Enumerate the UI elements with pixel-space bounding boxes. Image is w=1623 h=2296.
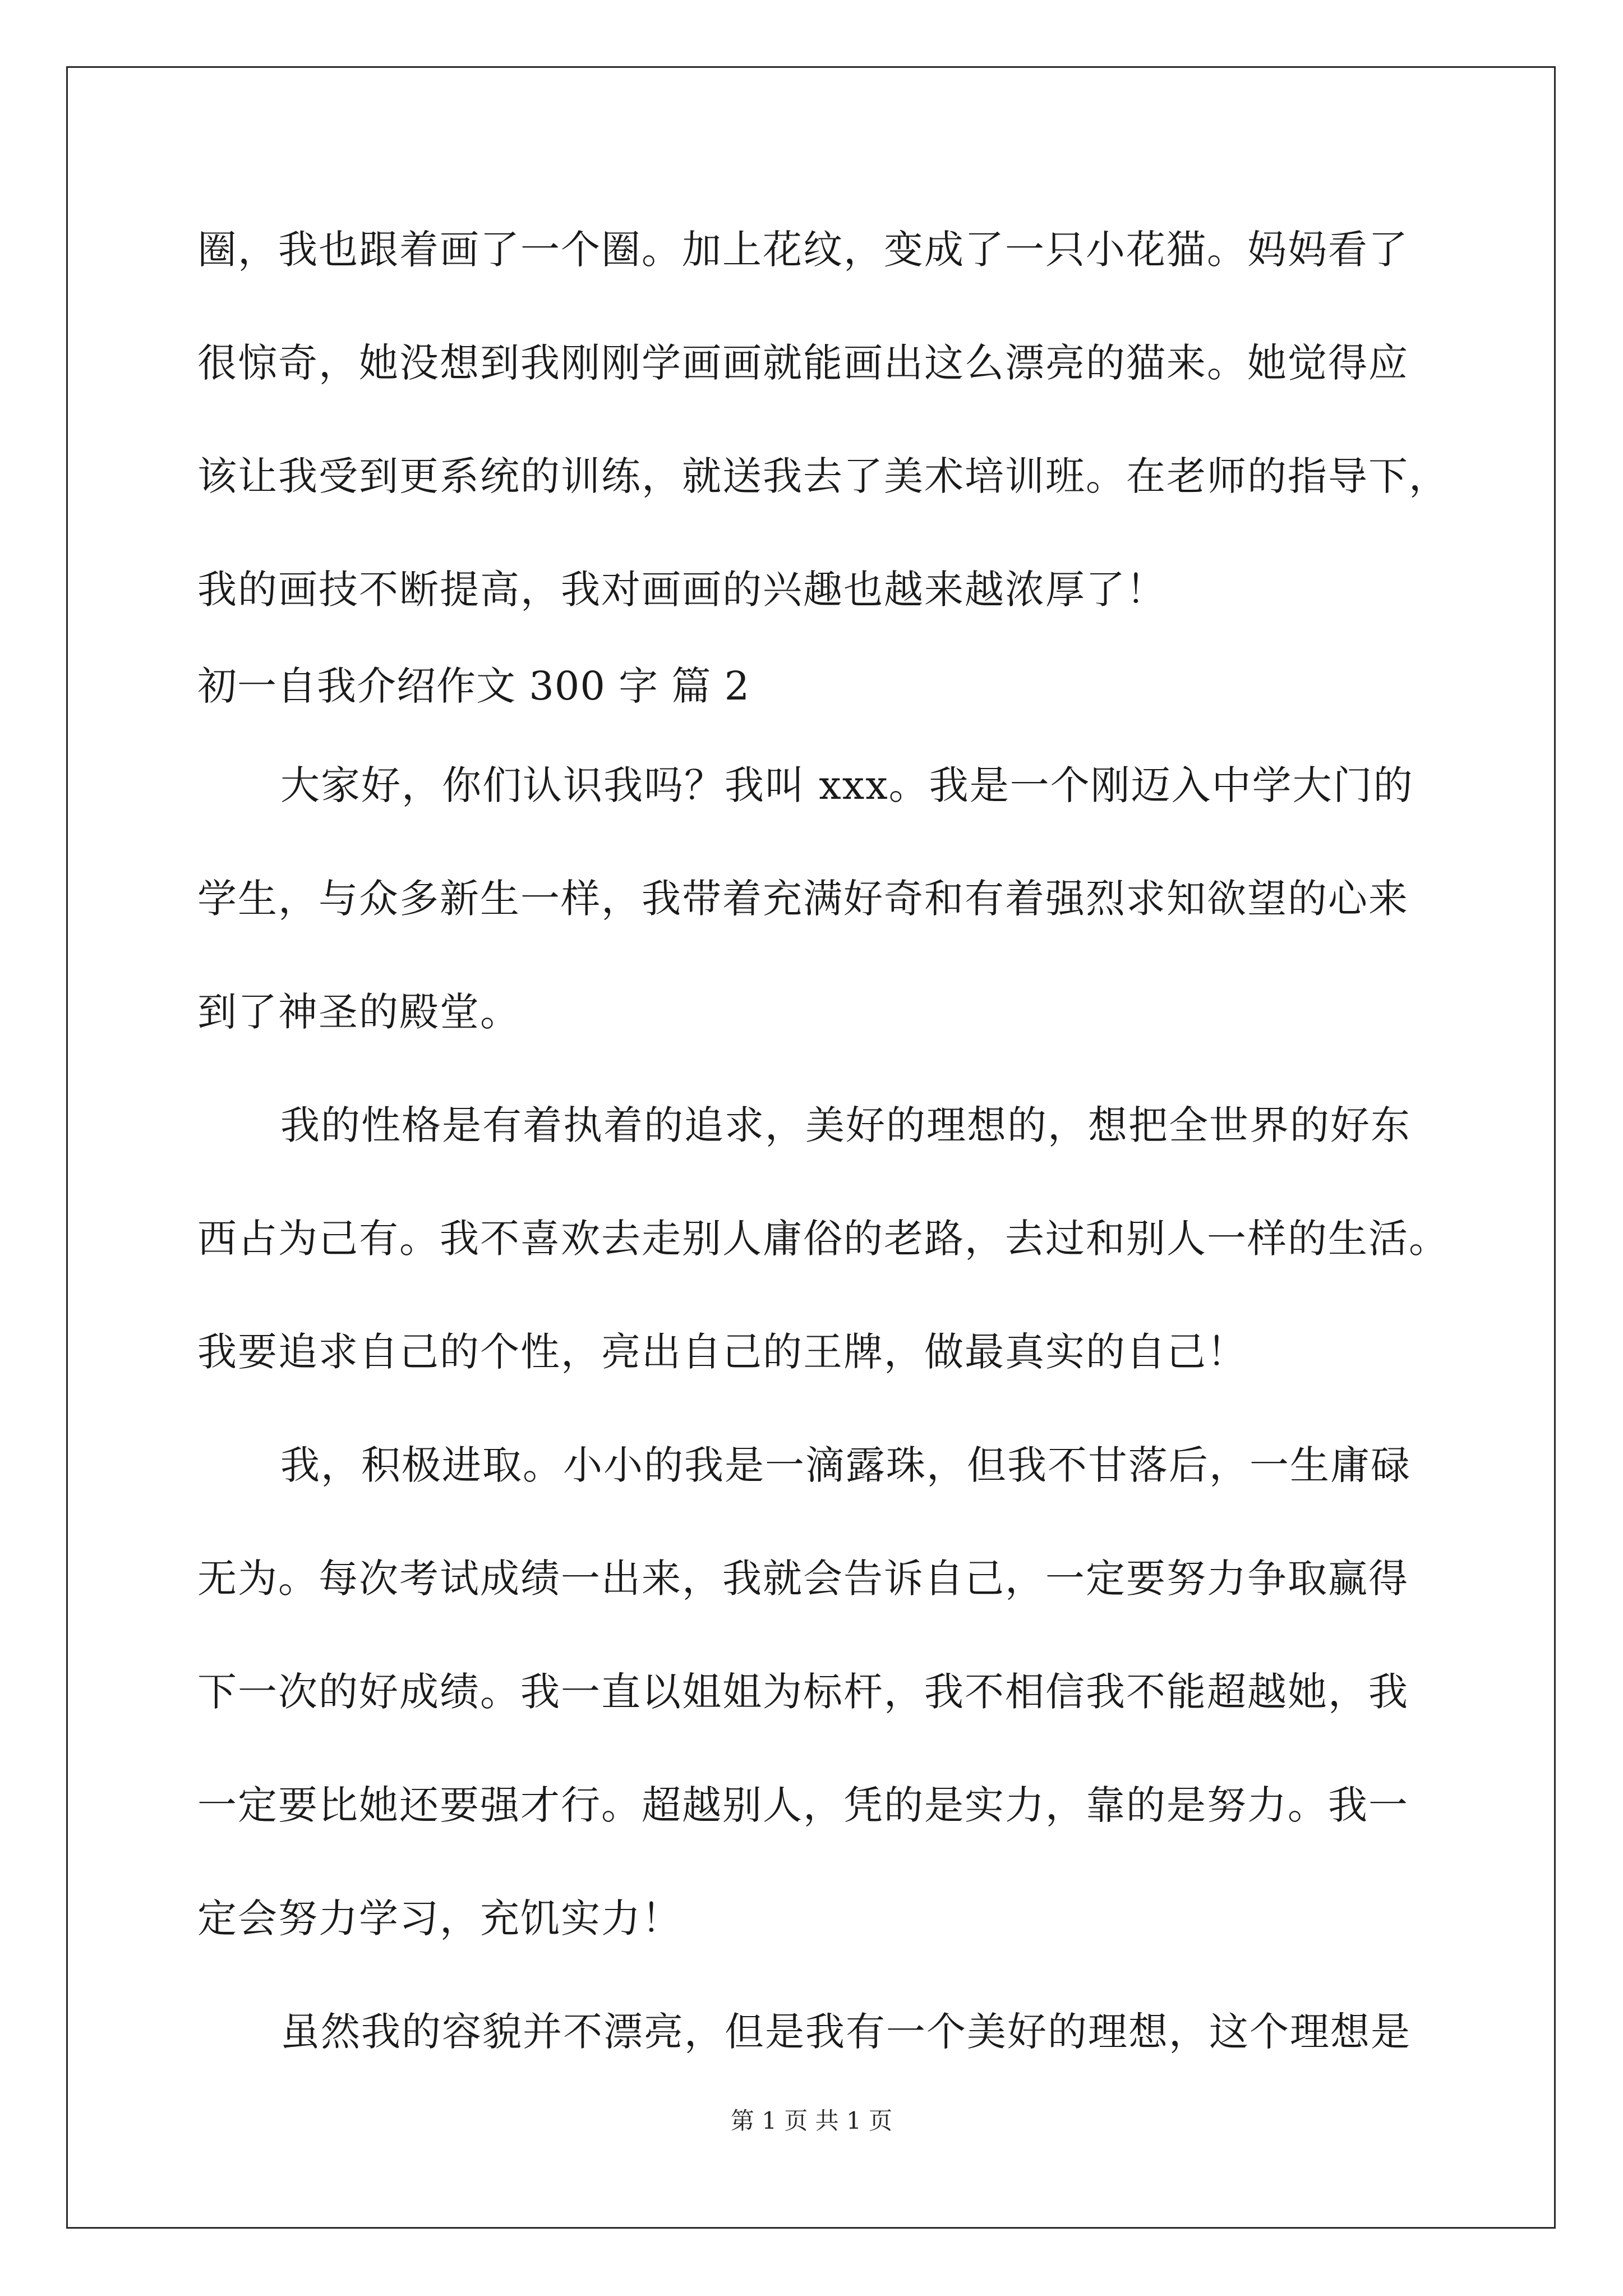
continuation-line: 我的画技不断提高，我对画画的兴趣也越来越浓厚了！	[197, 567, 1166, 613]
page-footer: 第 1 页 共 1 页	[730, 2107, 893, 2134]
paragraph-line: 无为。每次考试成绩一出来，我就会告诉自己，一定要努力争取赢得	[197, 1556, 1409, 1602]
continuation-line: 圈，我也跟着画了一个圈。加上花纹，变成了一只小花猫。妈妈看了	[197, 227, 1409, 273]
paragraph-line: 我要追求自己的个性，亮出自己的王牌，做最真实的自己！	[197, 1329, 1247, 1375]
paragraph-line: 学生，与众多新生一样，我带着充满好奇和有着强烈求知欲望的心来	[197, 876, 1409, 922]
paragraph-line: 西占为己有。我不喜欢去走别人庸俗的老路，去过和别人一样的生活。	[197, 1216, 1449, 1262]
paragraph-line: 虽然我的容貌并不漂亮，但是我有一个美好的理想，这个理想是	[280, 2009, 1411, 2055]
paragraph-line: 一定要比她还要强才行。超越别人，凭的是实力，靠的是努力。我一	[197, 1782, 1409, 1828]
paragraph-line: 到了神圣的殿堂。	[197, 989, 520, 1035]
paragraph-line: 我的性格是有着执着的追求，美好的理想的，想把全世界的好东	[280, 1102, 1411, 1148]
paragraph-line: 下一次的好成绩。我一直以姐姐为标杆，我不相信我不能超越她，我	[197, 1669, 1409, 1715]
continuation-line: 该让我受到更系统的训练，就送我去了美术培训班。在老师的指导下，	[197, 453, 1449, 499]
paragraph-line: 大家好，你们认识我吗？我叫 xxx。我是一个刚迈入中学大门的	[280, 762, 1414, 808]
section-heading: 初一自我介绍作文 300 字 篇 2	[197, 663, 750, 709]
paragraph-line: 定会努力学习，充饥实力！	[197, 1895, 682, 1941]
paragraph-line: 我，积极进取。小小的我是一滴露珠，但我不甘落后，一生庸碌	[280, 1442, 1411, 1488]
continuation-line: 很惊奇，她没想到我刚刚学画画就能画出这么漂亮的猫来。她觉得应	[197, 340, 1409, 386]
